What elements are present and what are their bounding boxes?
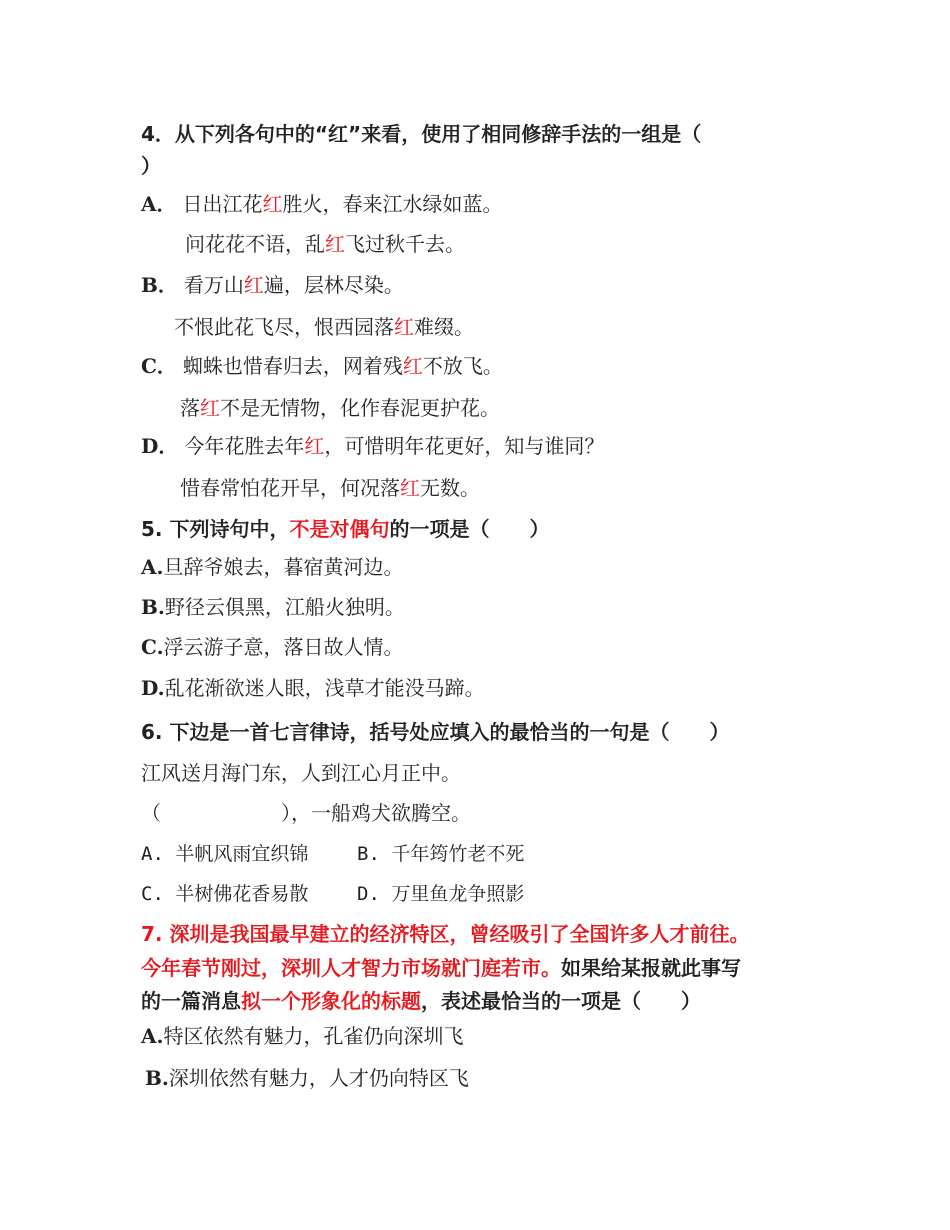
q4-c2-red: 红 — [200, 396, 220, 420]
q6-poem-line1 — [141, 760, 461, 786]
q4-a2-pre: 问花花不语，乱 — [185, 232, 325, 256]
q4-c2-post: 不是无情物，化作春泥更护花。 — [220, 396, 500, 420]
q5-stem-pre: 5. 下列诗句中， — [141, 517, 290, 541]
q4-c1-red: 红 — [402, 354, 423, 378]
q5-option-b-text: 野径云俱黑，江船火独明。 — [164, 595, 405, 619]
q6-option-a — [141, 841, 308, 867]
q4-option-c-line1 — [141, 353, 503, 379]
q4-b1-red: 红 — [243, 273, 264, 297]
q4-a2-red: 红 — [325, 232, 345, 256]
q5-option-c-label: C. — [141, 635, 164, 659]
q7-option-a-label: A. — [141, 1024, 164, 1048]
q7-stem-line2 — [141, 955, 741, 981]
q4-d1-pre: 今年花胜去年 — [184, 434, 305, 458]
q4-stem — [141, 121, 701, 147]
q4-option-c-line2 — [180, 395, 500, 421]
q6-option-b-text: B. 千年筠竹老不死 — [357, 843, 525, 865]
q5-option-b — [141, 594, 405, 620]
q7-stem-line3-post: ，表述最恰当的一项是（ ） — [421, 989, 701, 1013]
q5-stem-red: 不是对偶句 — [289, 517, 390, 541]
q4-stem-line1: 4．从下列各句中的“红”来看，使用了相同修辞手法的一组是（ — [141, 122, 702, 146]
q4-b1-post: 遍，层林尽染。 — [263, 273, 404, 297]
q4-option-d-line2 — [180, 475, 480, 501]
q4-c1-post: 不放飞。 — [422, 354, 503, 378]
q6-poem-line2-text: （ ），一船鸡犬欲腾空。 — [141, 801, 471, 825]
q7-option-b — [145, 1065, 469, 1091]
q6-option-c — [141, 881, 308, 907]
q4-a1-pre: 日出江花 — [182, 192, 263, 216]
q7-stem-line2-post: 如果给某报就此事写 — [561, 956, 741, 980]
q6-option-a-text: A. 半帆风雨宜织锦 — [141, 843, 309, 865]
q4-d1-red: 红 — [304, 434, 325, 458]
q5-option-c — [141, 634, 404, 660]
q4-b2-pre: 不恨此花飞尽，恨西园落 — [174, 315, 394, 339]
q4-stem-line2 — [141, 153, 161, 179]
q4-option-d-label: D． — [141, 434, 179, 458]
q4-option-a-label: A． — [141, 192, 177, 216]
q4-a1-red: 红 — [262, 192, 283, 216]
q7-stem-line3-pre: 的一篇消息 — [141, 989, 241, 1013]
q4-c2-pre: 落 — [180, 396, 200, 420]
q4-d2-red: 红 — [400, 476, 420, 500]
q5-option-a-label: A. — [141, 555, 164, 579]
q5-option-b-label: B. — [141, 595, 165, 619]
q5-option-d-label: D. — [141, 676, 165, 700]
q7-stem-line2-red: 今年春节刚过，深圳人才智力市场就门庭若市。 — [141, 956, 561, 980]
q4-stem-paren: ） — [141, 154, 161, 178]
q4-option-b-label: B． — [141, 273, 178, 297]
q7-option-b-label: B. — [145, 1066, 169, 1090]
q4-option-a-line2 — [185, 231, 465, 257]
q5-option-c-text: 浮云游子意，落日故人情。 — [163, 635, 404, 659]
q5-stem — [141, 516, 549, 542]
q5-option-d-text: 乱花渐欲迷人眼，浅草才能没马蹄。 — [164, 676, 485, 700]
q4-option-c-label: C． — [141, 354, 177, 378]
q6-poem-line1-text: 江风送月海门东，人到江心月正中。 — [141, 761, 461, 785]
q5-option-d — [141, 675, 485, 701]
q6-option-c-text: C. 半树佛花香易散 — [141, 883, 309, 905]
q4-a2-post: 飞过秋千去。 — [345, 232, 465, 256]
q4-b1-pre: 看万山 — [183, 273, 244, 297]
q4-d2-post: 无数。 — [420, 476, 480, 500]
q4-d1-post: ，可惜明年花更好，知与谁同？ — [324, 434, 605, 458]
q6-poem-line2 — [141, 800, 471, 826]
q4-a1-post: 胜火，春来江水绿如蓝。 — [282, 192, 503, 216]
q6-stem-text: 6. 下边是一首七言律诗，括号处应填入的最恰当的一句是（ ） — [141, 720, 730, 744]
q7-stem-line1-text: 7. 深圳是我国最早建立的经济特区，曾经吸引了全国许多人才前往。 — [141, 922, 750, 946]
q7-option-b-text: 深圳依然有魅力，人才仍向特区飞 — [168, 1066, 469, 1090]
q7-stem-line3-red: 拟一个形象化的标题 — [241, 989, 421, 1013]
q4-option-d-line1 — [141, 433, 604, 459]
q6-option-b — [357, 841, 524, 867]
q7-option-a-text: 特区依然有魅力，孔雀仍向深圳飞 — [163, 1024, 464, 1048]
q4-option-b-line2 — [174, 314, 474, 340]
q4-option-a-line1 — [141, 191, 503, 217]
q7-option-a — [141, 1023, 463, 1049]
q4-b2-red: 红 — [394, 315, 414, 339]
q4-d2-pre: 惜春常怕花开早，何况落 — [180, 476, 400, 500]
q6-stem — [141, 719, 729, 745]
q7-stem-line1 — [141, 921, 749, 947]
q4-b2-post: 难缀。 — [414, 315, 474, 339]
q4-option-b-line1 — [141, 272, 404, 298]
q4-c1-pre: 蜘蛛也惜春归去，网着残 — [182, 354, 403, 378]
q6-option-d — [357, 881, 524, 907]
q5-option-a — [141, 554, 403, 580]
q6-option-d-text: D. 万里鱼龙争照影 — [357, 883, 525, 905]
q7-stem-line3 — [141, 988, 701, 1014]
q5-option-a-text: 旦辞爷娘去，暮宿黄河边。 — [163, 555, 404, 579]
q5-stem-post: 的一项是（ ） — [389, 517, 550, 541]
